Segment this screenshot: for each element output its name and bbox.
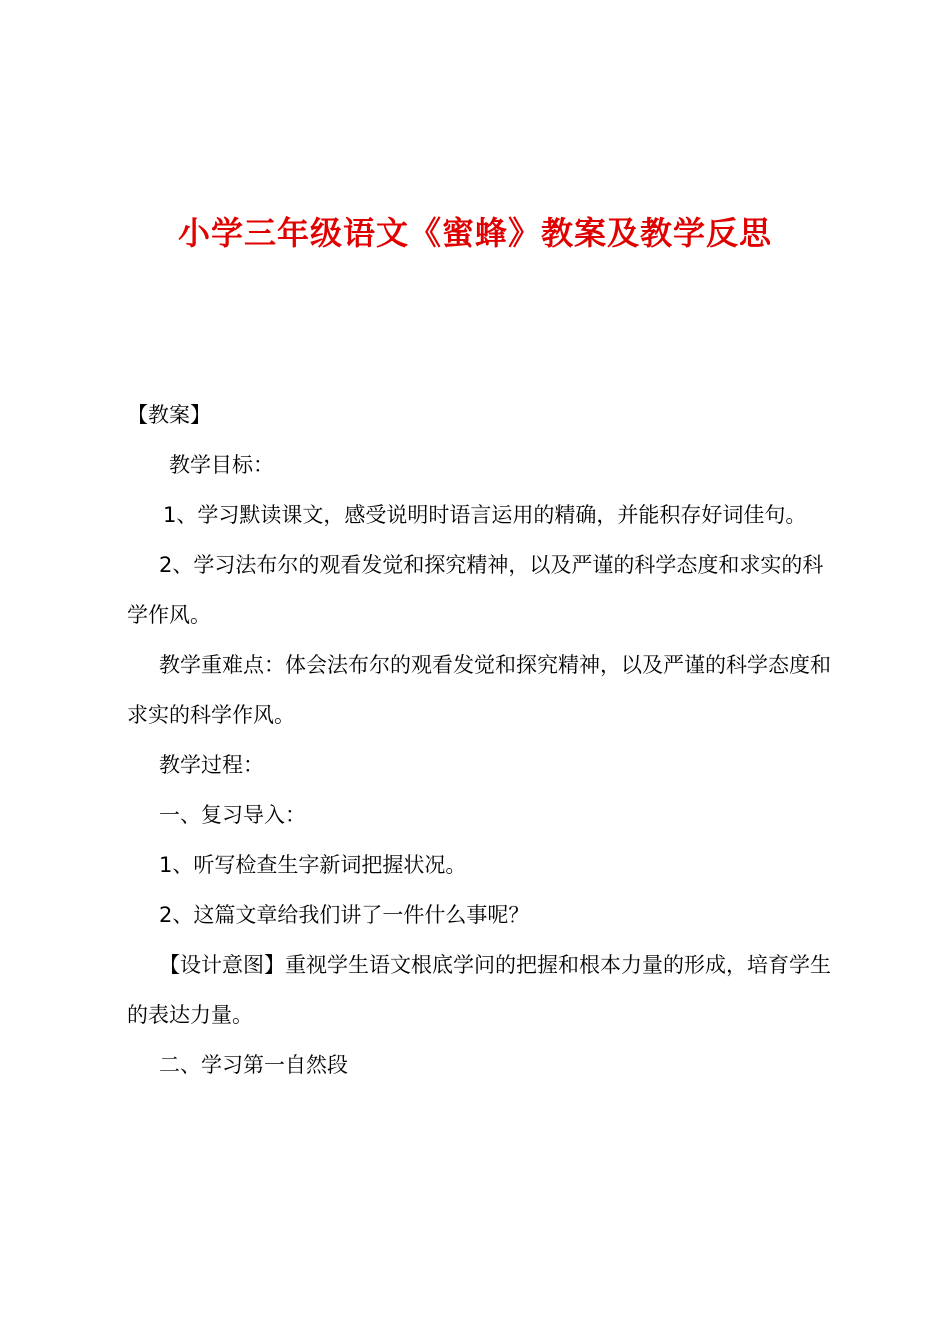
- teaching-objectives-heading: 教学目标：: [169, 453, 274, 477]
- design-intent-paragraph: 【设计意图】重视学生语文根底学问的把握和根本力量的形成，培育学生的表达力量。: [127, 953, 831, 1027]
- objective-item-2: 2、学习法布尔的观看发觉和探究精神，以及严谨的科学态度和求实的科学作风。: [127, 553, 824, 627]
- review-item-1: 1、听写检查生字新词把握状况。: [159, 853, 467, 877]
- review-item-2: 2、这篇文章给我们讲了一件什么事呢？: [159, 903, 530, 927]
- document-body: [127, 390, 837, 1090]
- section-heading-lesson-plan: 【教案】: [127, 403, 211, 427]
- teaching-process-heading: 教学过程：: [159, 753, 264, 777]
- document-title: 小学三年级语文《蜜蜂》教案及教学反思: [177, 214, 772, 252]
- step-first-paragraph-heading: 二、学习第一自然段: [159, 1053, 348, 1077]
- key-difficulty-paragraph: 教学重难点：体会法布尔的观看发觉和探究精神，以及严谨的科学态度和求实的科学作风。: [127, 653, 831, 727]
- step-review-heading: 一、复习导入：: [159, 803, 306, 827]
- objective-item-1: 1、学习默读课文，感受说明时语言运用的精确，并能积存好词佳句。: [163, 503, 807, 527]
